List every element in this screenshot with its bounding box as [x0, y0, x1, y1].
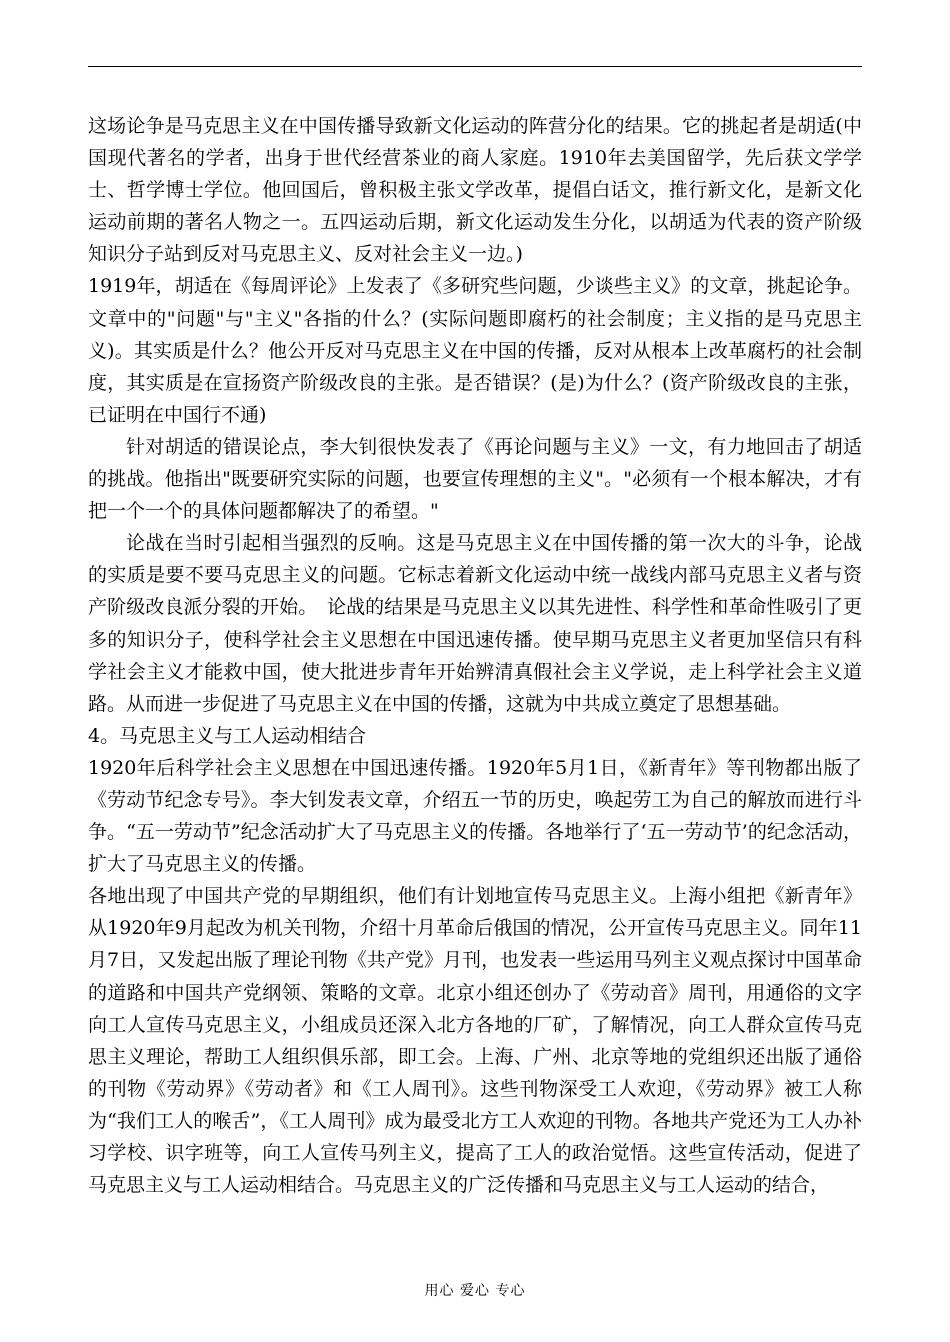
page-footer: 用心 爱心 专心 [424, 1283, 526, 1299]
body-text [88, 110, 862, 1201]
paragraph: 1920年后科学社会主义思想在中国迅速传播。1920年5月1日，《新青年》等刊物都出版了《劳动节纪念专号》。李大钊发表文章，介绍五一节的历史，唤起劳工为自己的解放而进行斗争。“五一劳动节”纪念活动扩大了马克思主义的传播。各地举行了‘五一劳动节’的纪念活动，扩大了马克思主义的传播。 [88, 756, 862, 876]
paragraph: 各地出现了中国共产党的早期组织，他们有计划地宣传马克思主义。上海小组把《新青年》从1920年9月起改为机关刊物，介绍十月革命后俄国的情况，公开宣传马克思主义。同年11月7日，又发起出版了理论刊物《共产党》月刊，也发表一些运用马列主义观点探讨中国革命的道路和中国共产党纲领、策略的文章。北京小组还创办了《劳动音》周刊，用通俗的文字向工人宣传马克思主义，小组成员还深入北方各地的厂矿，了解情况，向工人群众宣传马克思主义理论，帮助工人组织俱乐部，即工会。上海、广州、北京等地的党组织还出版了通俗的刊物《劳动界》《劳动者》和《工人周刊》。这些刊物深受工人欢迎，《劳动界》被工人称为“我们工人的喉舌”，《工人周刊》成为最受北方工人欢迎的刊物。各地共产党还为工人办补习学校、识字班等，向工人宣传马列主义，提高了工人的政治觉悟。这些宣传活动，促进了马克思主义与工人运动相结合。马克思主义的广泛传播和马克思主义与工人运动的结合， [88, 885, 862, 1197]
paragraph: 1919年，胡适在《每周评论》上发表了《多研究些问题，少谈些主义》的文章，挑起论争。文章中的"问题"与"主义"各指的什么？(实际问题即腐朽的社会制度；主义指的是马克思主义)。其实质是什么？他公开反对马克思主义在中国的传播，反对从根本上改革腐朽的社会制度，其实质是在宣扬资产阶级改良的主张。是否错误？(是)为什么？(资产阶级改良的主张，已证明在中国行不通) [88, 275, 862, 426]
paragraph: 论战在当时引起相当强烈的反响。这是马克思主义在中国传播的第一次大的斗争，论战的实质是要不要马克思主义的问题。它标志着新文化运动中统一战线内部马克思主义者与资产阶级改良派分裂的开始。 论战的结果是马克思主义以其先进性、科学性和革命性吸引了更多的知识分子，使科学社会主义思想在中国迅速传播。使早期马克思主义者更加坚信只有科学社会主义才能救中国，使大批进步青年开始辨清真假社会主义学说，走上科学社会主义道路。从而进一步促进了马克思主义在中国的传播，这就为中共成立奠定了思想基础。 [88, 532, 862, 715]
section-heading: 4。马克思主义与工人运动相结合 [88, 724, 367, 747]
paragraph: 这场论争是马克思主义在中国传播导致新文化运动的阵营分化的结果。它的挑起者是胡适(中国现代著名的学者，出身于世代经营茶业的商人家庭。1910年去美国留学，先后获文学学士、哲学博士学位。他回国后，曾积极主张文学改革，提倡白话文，推行新文化，是新文化运动前期的著名人物之一。五四运动后期，新文化运动发生分化，以胡适为代表的资产阶级知识分子站到反对马克思主义、反对社会主义一边。) [88, 115, 862, 266]
header-rule [88, 66, 862, 67]
paragraph: 针对胡适的错误论点，李大钊很快发表了《再论问题与主义》一文，有力地回击了胡适的挑战。他指出"既要研究实际的问题，也要宣传理想的主义"。"必须有一个根本解决，才有把一个一个的具体问题都解决了的希望。" [88, 435, 862, 523]
